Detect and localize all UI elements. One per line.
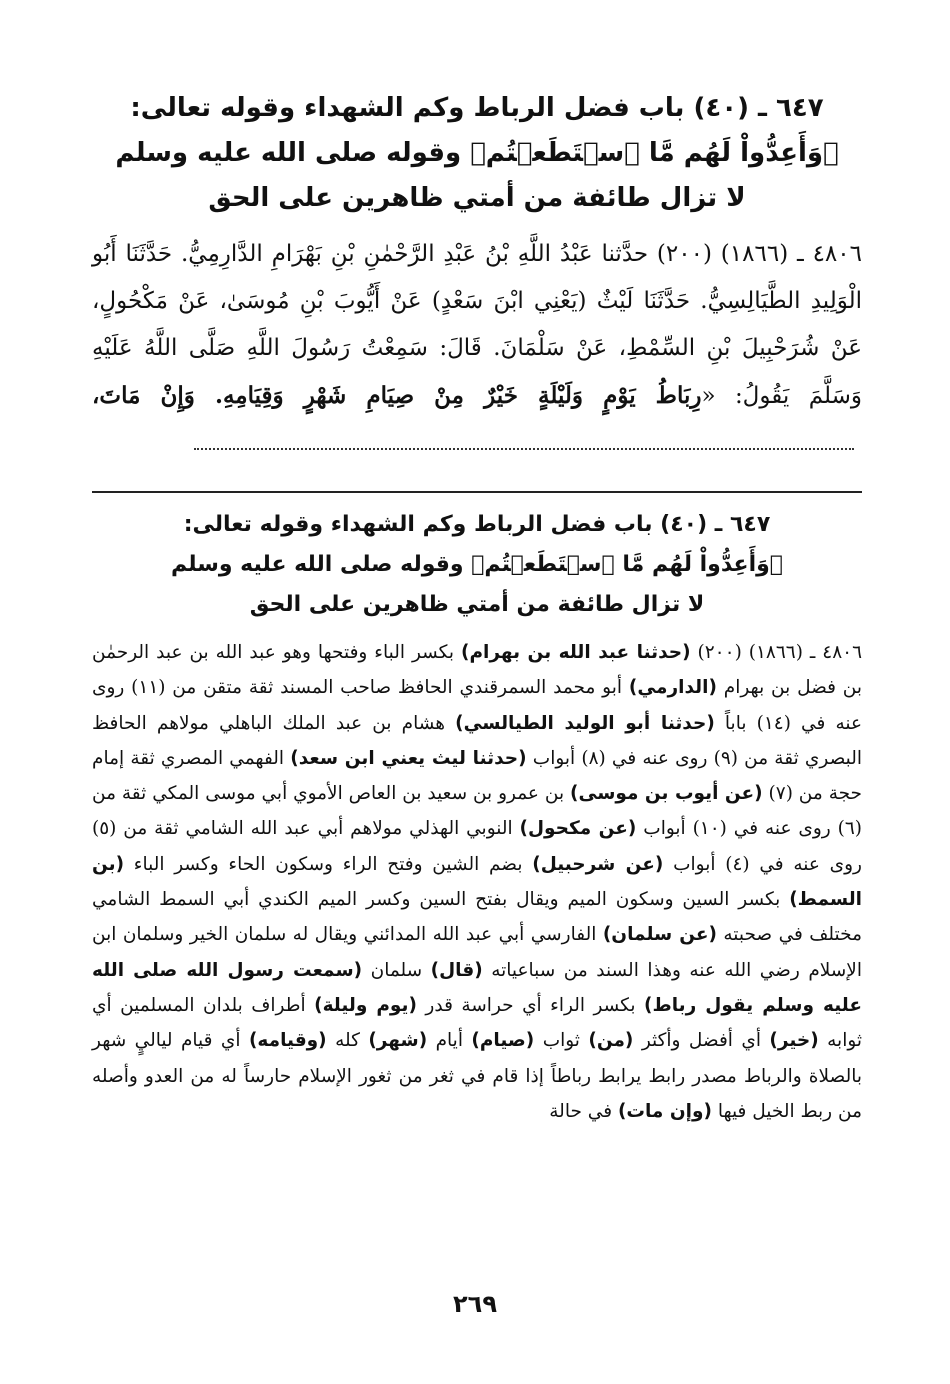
commentary-bold: (وقيامه) <box>248 1030 327 1052</box>
commentary-bold: (قال) <box>430 959 483 981</box>
chapter-heading-line-1: ٦٤٧ ـ (٤٠) باب فضل الرباط وكم الشهداء وقوله تعالى: <box>130 93 824 123</box>
section-divider <box>92 491 862 493</box>
page-number: ٢٦٩ <box>453 1290 497 1318</box>
commentary-plain: في حالة <box>549 1100 613 1122</box>
chapter-heading-line-3: لا تزال طائفة من أمتي ظاهرين على الحق <box>208 183 746 213</box>
commentary-plain: أي قيام لياليٍ شهر بالصلاة والرباط مصدر رابط يرابط رباطاً إذا قام في ثغر من ثغور الإسلام حارساً له من العدو وأصله من ربط الخيل فيها <box>92 1030 862 1122</box>
commentary-plain: أبو محمد السمرقندي الحافظ صاحب المسند ثقة متقن من (١١) روى عنه في (١٤) باباً <box>92 677 862 734</box>
commentary-plain: أيام <box>435 1030 463 1052</box>
commentary-plain: بكسر الباء وفتحها وهو عبد الله بن عبد الرحمٰن بن فضل بن بهرام <box>92 642 863 699</box>
commentary-plain: هشام بن عبد الملك الباهلي مولاهم الحافظ البصري ثقة من (٩) روى عنه في (٨) أبواب <box>92 712 863 769</box>
chapter-heading-line-2: ﴿وَأَعِدُّواْ لَهُم مَّا ٱسۡتَطَعۡتُم﴾ وقوله صلى الله عليه وسلم <box>115 138 839 168</box>
commentary-bold: (حدثنا أبو الوليد الطيالسي) <box>455 712 715 734</box>
page-body <box>92 86 862 1129</box>
commentary-plain: كله <box>335 1030 360 1052</box>
commentary-text <box>92 635 862 1129</box>
commentary-bold: (حدثنا عبد الله بن بهرام) <box>461 642 691 663</box>
commentary-bold: (شهر) <box>368 1030 428 1052</box>
commentary-bold: (عن شرحبيل) <box>532 853 664 875</box>
commentary-plain: بن عمرو بن سعيد بن العاص الأموي أبي موسى المكي ثقة من (٦) روى عنه في (١٠) أبواب <box>92 783 862 840</box>
commentary-plain: أي أفضل وأكثر <box>641 1030 761 1052</box>
dotted-continuation-line <box>194 438 854 450</box>
commentary-heading-line-3: لا تزال طائفة من أمتي ظاهرين على الحق <box>249 592 705 617</box>
commentary-bold: (صيام) <box>471 1030 535 1052</box>
commentary-bold: (عن أيوب بن موسى) <box>570 783 763 805</box>
commentary-bold: (حدثنا ليث يعني ابن سعد) <box>290 747 527 769</box>
commentary-plain: بكسر السين وسكون الميم ويقال بفتح السين وكسر الميم الكندي أبي السمط الشامي مختلف في صحبته <box>92 889 862 946</box>
commentary-heading-line-2: ﴿وَأَعِدُّواْ لَهُم مَّا ٱسۡتَطَعۡتُم﴾ وقوله صلى الله عليه وسلم <box>170 552 784 577</box>
commentary-heading <box>92 505 862 625</box>
commentary-plain: بكسر الراء أي حراسة قدر <box>425 994 636 1016</box>
commentary-bold: (وإن مات) <box>617 1100 712 1122</box>
commentary-bold: (عن سلمان) <box>602 924 717 946</box>
commentary-plain: بضم الشين وفتح الراء وسكون الحاء وكسر الباء <box>133 853 523 875</box>
commentary-heading-line-1: ٦٤٧ ـ (٤٠) باب فضل الرباط وكم الشهداء وقوله تعالى: <box>183 512 771 537</box>
hadith-isnad: ٤٨٠٦ ـ (١٨٦٦) (٢٠٠) حدَّثنا عَبْدُ اللَّهِ بْنُ عَبْدِ الرَّحْمٰنِ بْنِ بَهْرَامِ الدَّارِمِيُّ. حَدَّثَنَا أَبُو الْوَلِيدِ الطَّيَالِسِيُّ. حَدَّثَنَا لَيْثٌ (يَعْنِي ابْنَ سَعْدٍ) عَنْ أَيُّوبَ بْنِ مُوسَىٰ، عَنْ مَكْحُولٍ، عَنْ شُرَحْبِيلَ بْنِ السِّمْطِ، عَنْ سَلْمَانَ. قَالَ: سَمِعْتُ رَسُولَ اللَّهِ صَلَّى اللَّهُ عَلَيْهِ وَسَلَّمَ يَقُولُ: « <box>92 241 862 409</box>
commentary-plain: ٤٨٠٦ ـ (١٨٦٦) (٢٠٠) <box>697 642 863 663</box>
commentary-plain: النوبي الهذلي مولاهم أبي عبد الله الشامي ثقة من (٥) روى عنه في (٤) أبواب <box>92 818 862 875</box>
commentary-plain: سلمان <box>370 959 423 981</box>
commentary-plain: الفارسي أبي عبد الله المدائني ويقال له سلمان الخير وسلمان ابن الإسلام رضي الله عنه وهذا السند من سباعياته <box>92 924 862 981</box>
chapter-heading <box>92 86 862 221</box>
commentary-plain: أطراف بلدان المسلمين أي ثوابه <box>92 994 863 1052</box>
commentary-bold: (يوم وليلة) <box>314 994 417 1016</box>
commentary-bold: (الدارمي) <box>628 677 717 699</box>
hadith-matn: رِبَاطُ يَوْمٍ وَلَيْلَةٍ خَيْرٌ مِنْ صِيَامِ شَهْرٍ وَقِيَامِهِ. وَإِنْ مَاتَ، <box>92 382 702 409</box>
commentary-bold: (عن مكحول) <box>519 818 637 840</box>
commentary-plain: ثواب <box>542 1030 580 1052</box>
hadith-text <box>92 231 862 467</box>
commentary-bold: (بن السمط) <box>92 853 862 911</box>
commentary-bold: (سمعت رسول الله صلى الله عليه وسلم يقول رباط) <box>92 959 862 1016</box>
commentary-bold: (من) <box>588 1030 634 1052</box>
commentary-plain: الفهمي المصري ثقة إمام حجة من (٧) <box>92 747 862 805</box>
commentary-bold: (خير) <box>769 1030 819 1052</box>
